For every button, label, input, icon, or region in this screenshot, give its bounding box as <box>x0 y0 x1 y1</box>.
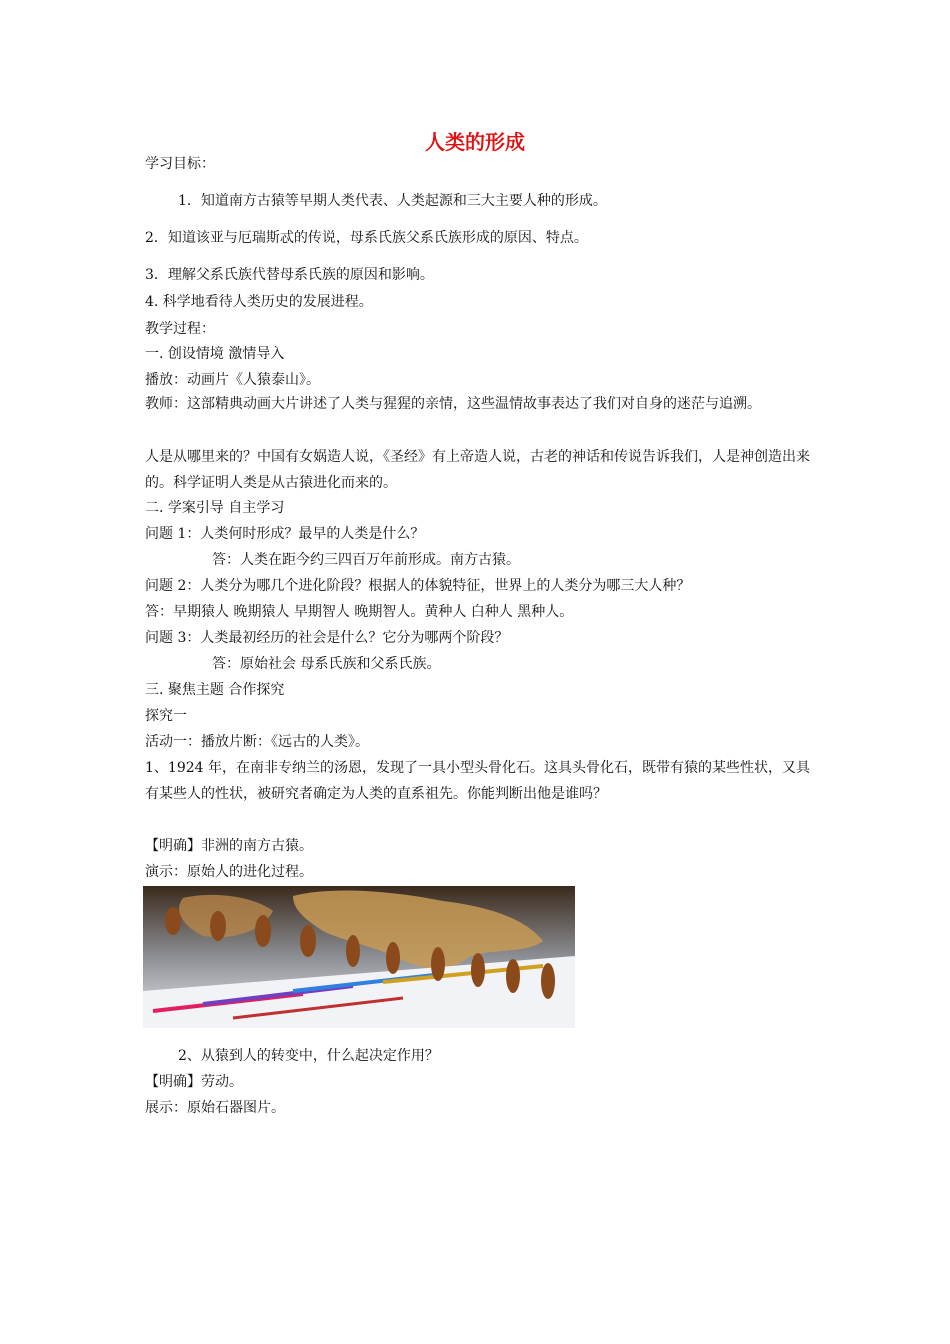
objective-item: 4. 科学地看待人类历史的发展进程。 <box>145 294 373 310</box>
objective-item: 3．理解父系氏族代替母系氏族的原因和影响。 <box>145 267 434 283</box>
paragraph-2: 2、从猿到人的转变中，什么起决定作用？ <box>178 1048 439 1064</box>
section1-intro: 人是从哪里来的？中国有女娲造人说，《圣经》有上帝造人说，古老的神话和传说告诉我们，人是神创造出来的。科学证明人类是从古猿进化而来的。 <box>145 449 810 491</box>
question-3: 问题 3：人类最初经历的社会是什么？它分为哪两个阶段？ <box>145 630 509 646</box>
clarify-1: 【明确】非洲的南方古猿。 <box>145 838 313 854</box>
answer-3: 答：原始社会 母系氏族和父系氏族。 <box>212 656 441 672</box>
clarify-2: 【明确】劳动。 <box>145 1074 243 1090</box>
objective-item: 1．知道南方古猿等早期人类代表、人类起源和三大主要人种的形成。 <box>178 193 607 209</box>
demo-line: 演示：原始人的进化过程。 <box>145 864 313 880</box>
section1-play: 播放：动画片《人猿泰山》。 <box>145 372 320 388</box>
objective-item: 2．知道该亚与厄瑞斯忒的传说，母系氏族父系氏族形成的原因、特点。 <box>145 230 588 246</box>
answer-2: 答：早期猿人 晚期猿人 早期智人 晚期智人。黄种人 白种人 黑种人。 <box>145 604 574 620</box>
section1-heading: 一. 创设情境 激情导入 <box>145 346 285 362</box>
question-2: 问题 2：人类分为哪几个进化阶段？根据人的体貌特征，世界上的人类分为哪三大人种？ <box>145 578 691 594</box>
page-title: 人类的形成 <box>425 130 525 154</box>
objectives-heading: 学习目标： <box>145 156 215 172</box>
evolution-image <box>143 886 575 1028</box>
activity-line: 活动一：播放片断：《远古的人类》。 <box>145 734 369 750</box>
question-1: 问题 1：人类何时形成？最早的人类是什么？ <box>145 526 425 542</box>
section2-heading: 二. 学案引导 自主学习 <box>145 500 285 516</box>
section3-heading: 三. 聚焦主题 合作探究 <box>145 682 285 698</box>
paragraph-1: 1、1924 年，在南非专纳兰的汤恩，发现了一具小型头骨化石。这具头骨化石，既带有猿的某些性状，又具有某些人的性状，被研究者确定为人类的直系祖先。你能判断出他是谁吗？ <box>145 760 810 802</box>
explore-label: 探究一 <box>145 708 187 724</box>
answer-1: 答：人类在距今约三四百万年前形成。南方古猿。 <box>212 552 520 568</box>
process-heading: 教学过程： <box>145 321 215 337</box>
section1-teacher: 教师：这部精典动画大片讲述了人类与猩猩的亲情，这些温情故事表达了我们对自身的迷茫与追溯。 <box>145 396 761 412</box>
show-line: 展示：原始石器图片。 <box>145 1100 285 1116</box>
